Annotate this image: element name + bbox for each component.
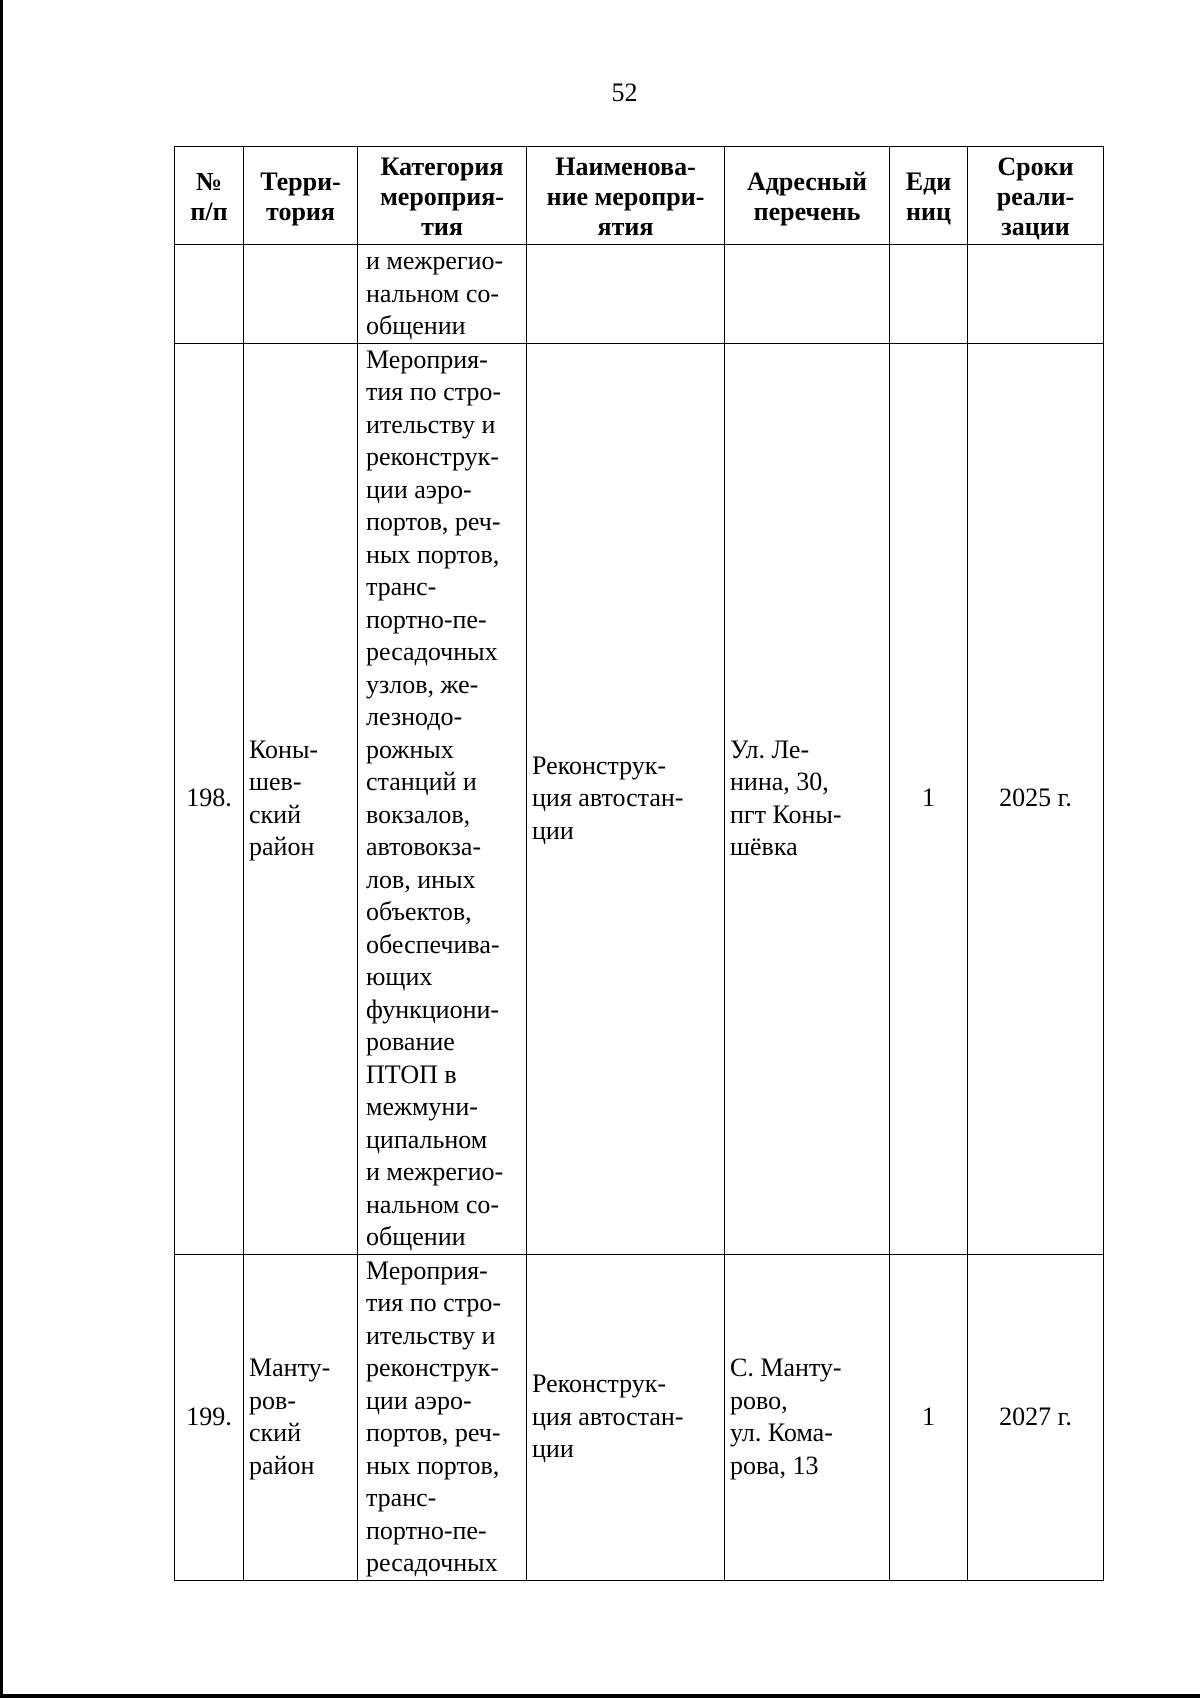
cell-name: Реконструк- ция автостан- ции: [527, 343, 725, 1254]
cell-empty: [890, 245, 968, 344]
cell-category: и межрегио- нальном со- общении: [358, 245, 527, 344]
cell-address: Ул. Ле- нина, 30, пгт Коны- шёвка: [725, 343, 890, 1254]
cell-name: Реконструк- ция автостан- ции: [527, 1254, 725, 1580]
cell-empty: [725, 245, 890, 344]
page-number: 52: [611, 78, 638, 107]
table-row: [175, 1254, 1104, 1580]
cell-num: 198.: [175, 343, 244, 1254]
cell-terms: 2027 г.: [968, 1254, 1104, 1580]
events-table: [174, 146, 1104, 1581]
header-units: Еди ниц: [890, 147, 968, 245]
cell-empty: [527, 245, 725, 344]
header-name: Наименова- ние меропри- ятия: [527, 147, 725, 245]
table-row-continuation: [175, 245, 1104, 344]
cell-category: Мероприя- тия по стро- ительству и реконструк- ции аэро- портов, реч- ных портов, транс- портно-пе- ресадочных узлов, же- лезнодо- рожных станций и вокзалов, автовокза- лов, иных объектов, обеспечива- ющих функциони- рование ПТОП в межмуни- ципальном и межрегио- нальном со- общении: [358, 343, 527, 1254]
cell-category: Мероприя- тия по стро- ительству и реконструк- ции аэро- портов, реч- ных портов, транс- портно-пе- ресадочных: [358, 1254, 527, 1580]
header-address: Адресный перечень: [725, 147, 890, 245]
header-territory: Терри- тория: [244, 147, 358, 245]
cell-empty: [175, 245, 244, 344]
cell-territory: Коны- шев- ский район: [244, 343, 358, 1254]
cell-empty: [968, 245, 1104, 344]
cell-empty: [244, 245, 358, 344]
header-category: Категория мероприя- тия: [358, 147, 527, 245]
cell-territory: Манту- ров- ский район: [244, 1254, 358, 1580]
header-num: № п/п: [175, 147, 244, 245]
table-row: [175, 343, 1104, 1254]
page-left-edge: [0, 0, 3, 1698]
cell-num: 199.: [175, 1254, 244, 1580]
cell-address: С. Манту- рово, ул. Кома- рова, 13: [725, 1254, 890, 1580]
table-header-row: [175, 147, 1104, 245]
cell-terms: 2025 г.: [968, 343, 1104, 1254]
header-terms: Сроки реали- зации: [968, 147, 1104, 245]
page-bottom-edge: [0, 1694, 1200, 1698]
cell-units: 1: [890, 343, 968, 1254]
cell-units: 1: [890, 1254, 968, 1580]
